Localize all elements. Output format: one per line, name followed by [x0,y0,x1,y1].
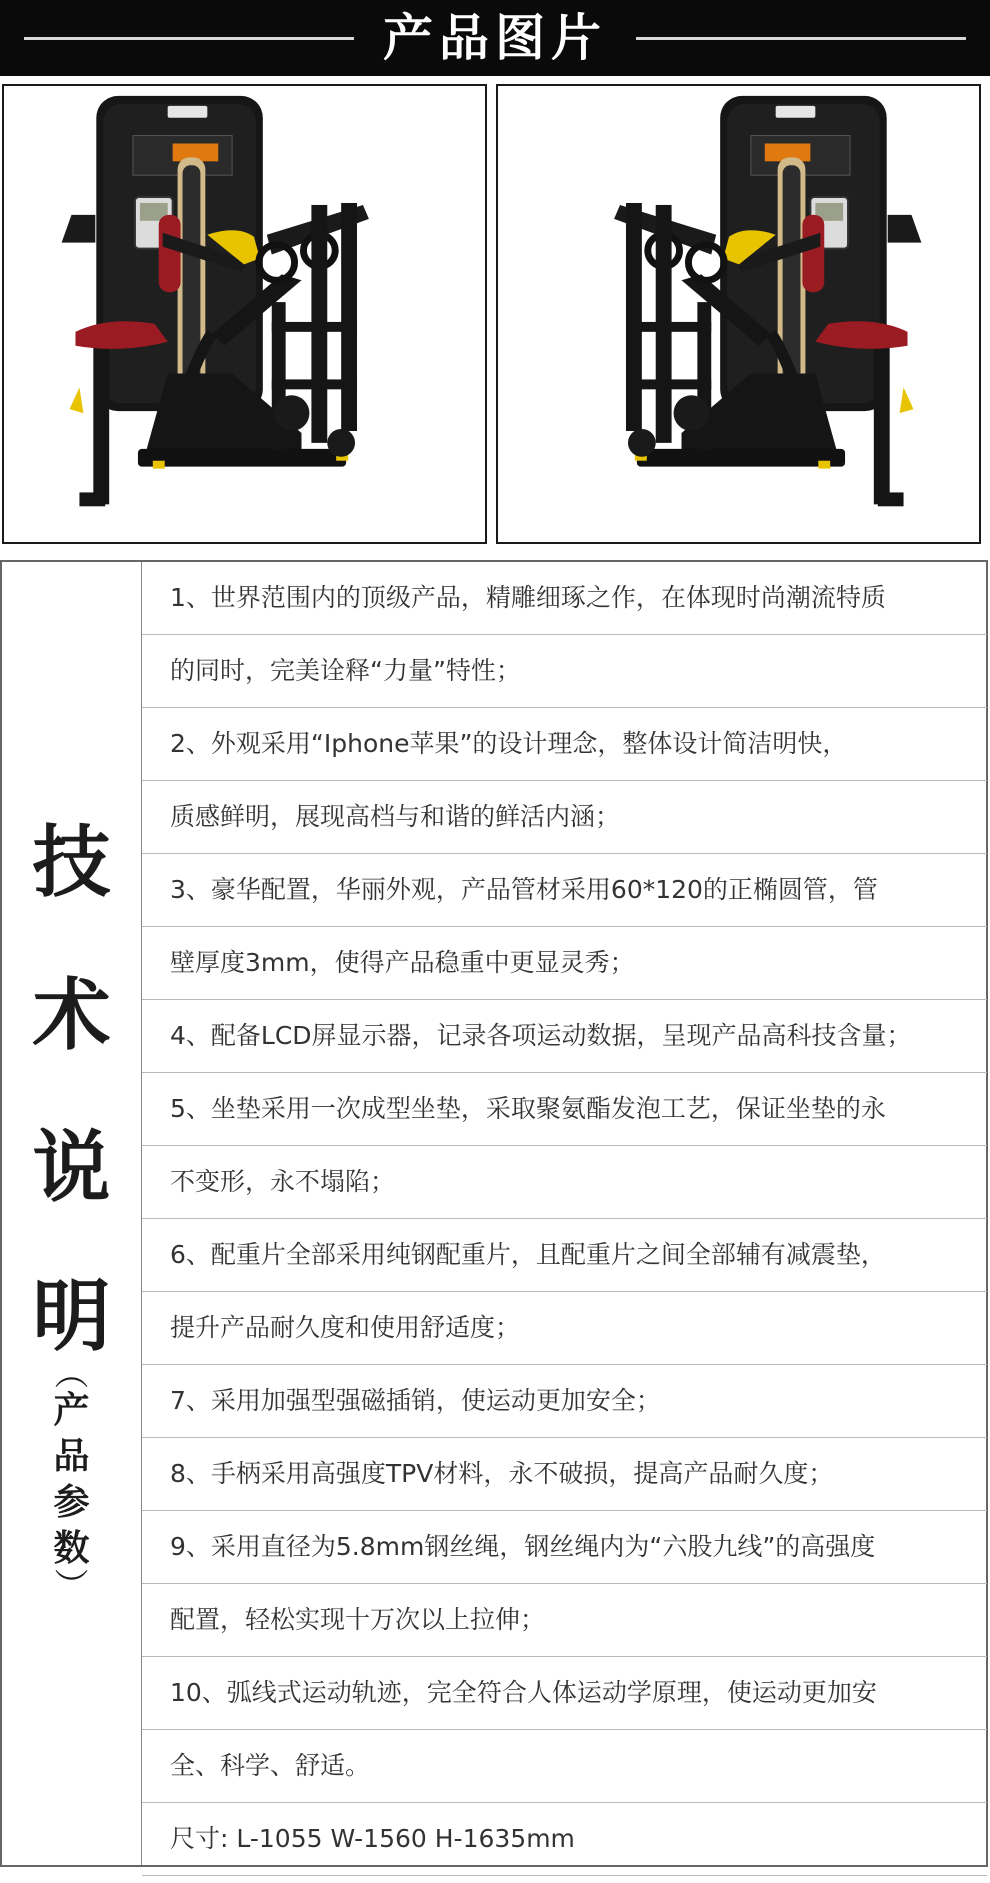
spec-line: 配置，轻松实现十万次以上拉伸； [142,1584,987,1657]
tech-title-char: 术 [32,970,111,1061]
spec-line: 2、外观采用“Iphone苹果”的设计理念，整体设计简洁明快， [142,708,987,781]
tech-spec-label [2,562,142,1865]
spec-line: 尺寸: L-1055 W-1560 H-1635mm [142,1803,987,1876]
spec-line: 不变形，永不塌陷； [142,1146,987,1219]
spec-line: 提升产品耐久度和使用舒适度； [142,1292,987,1365]
spec-line: 3、豪华配置，华丽外观，产品管材采用60*120的正椭圆管，管 [142,854,987,927]
product-photo-left [2,84,487,544]
tech-subtitle-char: 数 [53,1527,90,1569]
tech-spec-table [0,560,988,1867]
tech-title-char: 技 [32,817,111,908]
tech-subtitle-char: 产 [53,1389,90,1431]
spec-line: 7、采用加强型强磁插销，使运动更加安全； [142,1365,987,1438]
subtitle-open-paren: ︵ [54,1354,89,1394]
spec-line: 的同时，完美诠释“力量”特性； [142,635,987,708]
tech-subtitle-char: 品 [53,1435,90,1477]
banner-title: 产品图片 [383,9,607,67]
spec-line: 10、弧线式运动轨迹，完全符合人体运动学原理，使运动更加安 [142,1657,987,1730]
lateral-raise-machine-mirror-image [498,86,979,542]
spec-line: 5、坐垫采用一次成型坐垫，采取聚氨酯发泡工艺，保证坐垫的永 [142,1073,987,1146]
tech-subtitle-char: 参 [53,1481,90,1523]
spec-line: 4、配备LCD屏显示器，记录各项运动数据，呈现产品高科技含量； [142,1000,987,1073]
tech-title-char: 明 [32,1271,111,1362]
subtitle-close-paren: ︶ [54,1567,89,1607]
spec-line: 6、配重片全部采用纯钢配重片，且配重片之间全部辅有减震垫， [142,1219,987,1292]
lateral-raise-machine-image [4,86,485,542]
spec-line: 壁厚度3mm，使得产品稳重中更显灵秀； [142,927,987,1000]
tech-title-char: 说 [32,1122,111,1213]
product-photo-right [496,84,981,544]
spec-line: 全、科学、舒适。 [142,1730,987,1803]
spec-line: 质感鲜明，展现高档与和谐的鲜活内涵； [142,781,987,854]
header-banner [0,0,990,76]
spec-line: 8、手柄采用高强度TPV材料，永不破损，提高产品耐久度； [142,1438,987,1511]
spec-line: 1、世界范围内的顶级产品，精雕细琢之作，在体现时尚潮流特质 [142,562,987,635]
spec-line: 9、采用直径为5.8mm钢丝绳，钢丝绳内为“六股九线”的高强度 [142,1511,987,1584]
